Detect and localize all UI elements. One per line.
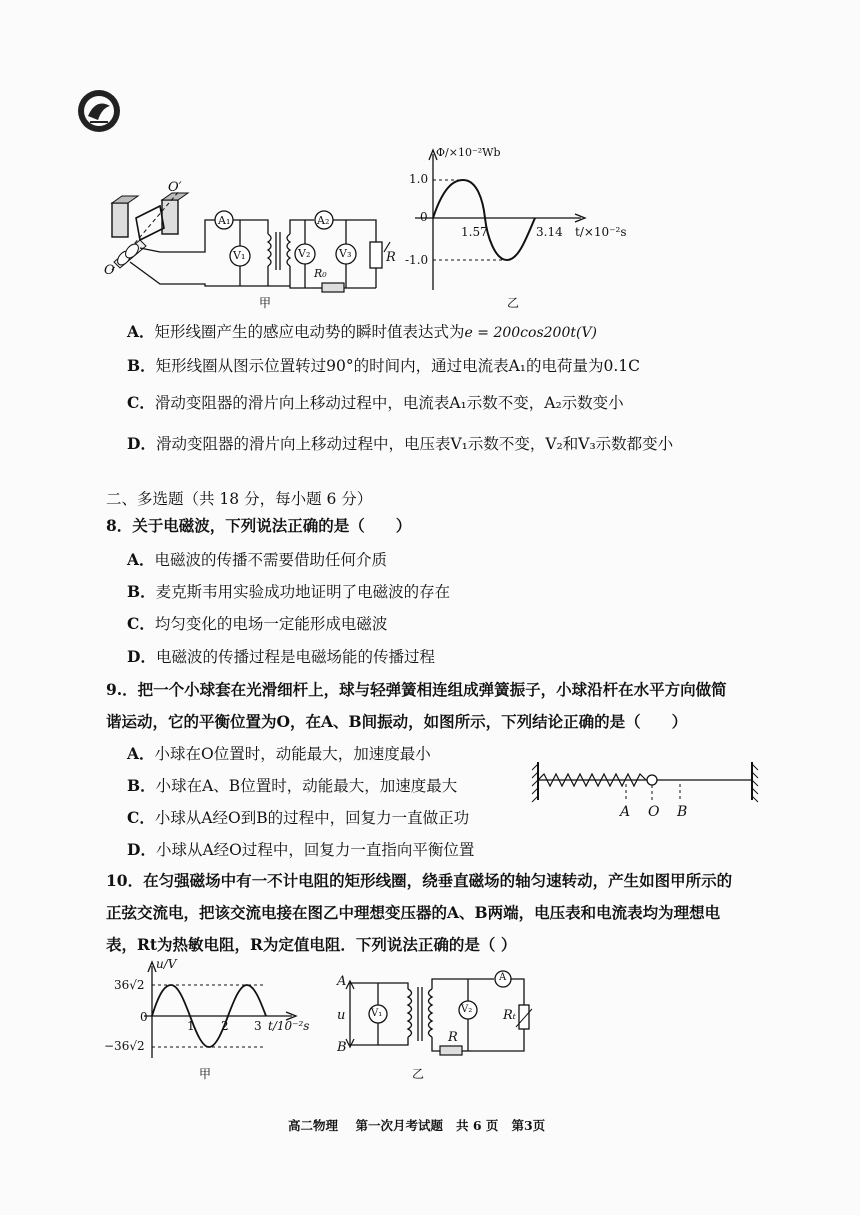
option-math: e = 200cos200t(V) <box>464 325 598 341</box>
voltage-origin: 0 <box>140 1010 148 1024</box>
voltage-ylabel: u/V <box>156 957 177 971</box>
option-letter: A． <box>127 550 155 569</box>
flux-ylabel: Φ/×10⁻²Wb <box>436 146 501 159</box>
caption-jia-top: 甲 <box>259 296 272 310</box>
label-r0: R₀ <box>314 267 327 280</box>
footer-subject: 高二物理 <box>288 1118 339 1133</box>
page-footer <box>288 1116 545 1134</box>
q7-option-a <box>127 320 597 342</box>
voltage-x3: 3 <box>254 1019 262 1033</box>
footer-total: 共 6 页 <box>456 1118 499 1133</box>
q8-option-c <box>127 612 387 634</box>
option-letter: D． <box>127 647 156 666</box>
flux-origin: 0 <box>420 210 428 224</box>
option-text: 均匀变化的电场一定能形成电磁波 <box>154 615 388 633</box>
q10-stem-line1: 10．在匀强磁场中有一不计电阻的矩形线圈，绕垂直磁场的轴匀速转动，产生如图甲所示的 <box>106 871 733 890</box>
label-v2: V₂ <box>298 247 311 260</box>
label-a1: A₁ <box>218 214 231 227</box>
label-v3: V₃ <box>339 247 352 260</box>
caption-jia-bottom: 甲 <box>199 1067 212 1081</box>
label-v1: V₁ <box>233 249 246 262</box>
q9-option-a <box>127 742 431 764</box>
circuit-r: R <box>448 1030 458 1045</box>
option-text: 小球在O位置时，动能最大，加速度最小 <box>154 745 431 763</box>
q8-stem: 8．关于电磁波，下列说法正确的是（ ） <box>106 516 412 535</box>
generator-circuit-figure <box>100 178 400 318</box>
option-text: 矩形线圈产生的感应电动势的瞬时值表达式为 <box>154 323 465 341</box>
circuit-a: A <box>337 974 347 989</box>
q8-option-b <box>127 580 450 602</box>
option-text: 矩形线圈从图示位置转过90°的时间内，通过电流表A₁的电荷量为0.1C <box>155 357 641 375</box>
flux-yneg: -1.0 <box>405 253 429 267</box>
q8-option-d <box>127 645 435 667</box>
option-letter: A． <box>127 322 155 341</box>
q7-option-b <box>127 354 640 376</box>
label-a2: A₂ <box>317 214 330 227</box>
option-letter: B． <box>127 356 156 375</box>
voltage-x2: 2 <box>221 1019 229 1033</box>
caption-yi-bottom: 乙 <box>412 1067 425 1081</box>
flux-ypos: 1.0 <box>409 172 429 186</box>
circuit-v2: V₂ <box>461 1004 473 1015</box>
q9-stem-line1: 9.．把一个小球套在光滑细杆上，球与轻弹簧相连组成弹簧振子，小球沿杆在水平方向做简 <box>106 680 727 699</box>
voltage-x1: 1 <box>187 1019 195 1033</box>
footer-exam: 第一次月考试题 <box>355 1118 443 1133</box>
circuit-rt: Rₜ <box>503 1008 516 1023</box>
option-letter: C． <box>127 808 155 827</box>
option-letter: B． <box>127 776 156 795</box>
option-letter: D． <box>127 840 156 859</box>
voltage-yneg: −36√2 <box>104 1039 145 1053</box>
caption-yi-top: 乙 <box>507 296 520 310</box>
school-seal-logo <box>76 88 122 134</box>
option-text: 电磁波的传播不需要借助任何介质 <box>154 551 388 569</box>
label-o: O <box>104 263 115 278</box>
option-letter: A． <box>127 744 155 763</box>
option-letter: C． <box>127 614 155 633</box>
label-r: R <box>386 250 396 265</box>
option-text: 小球从A经O过程中，回复力一直指向平衡位置 <box>155 841 475 859</box>
q7-option-d <box>127 432 673 454</box>
circuit-u: u <box>337 1008 346 1023</box>
flux-x2: 3.14 <box>536 225 563 239</box>
q9-option-b <box>127 774 457 796</box>
option-text: 小球在A、B位置时，动能最大，加速度最大 <box>155 777 458 795</box>
q10-stem-line3: 表，Rt为热敏电阻，R为定值电阻．下列说法正确的是（ ） <box>106 935 517 954</box>
option-text: 电磁波的传播过程是电磁场能的传播过程 <box>155 648 435 666</box>
q10-stem-line2: 正弦交流电，把该交流电接在图乙中理想变压器的A、B两端，电压表和电流表均为理想电 <box>106 903 721 922</box>
q9-option-c <box>127 806 469 828</box>
option-letter: B． <box>127 582 156 601</box>
option-text: 麦克斯韦用实验成功地证明了电磁波的存在 <box>155 583 451 601</box>
voltage-xlabel: t/10⁻²s <box>268 1019 310 1033</box>
voltage-ypos: 36√2 <box>114 978 145 992</box>
circuit-v1: V₁ <box>371 1008 383 1019</box>
option-text: 滑动变阻器的滑片向上移动过程中，电流表A₁示数不变，A₂示数变小 <box>154 394 624 412</box>
spring-label-a: A <box>620 804 631 820</box>
q9-stem-line2: 谐运动，它的平衡位置为O，在A、B间振动，如图所示，下列结论正确的是（ ） <box>106 712 688 731</box>
option-text: 滑动变阻器的滑片向上移动过程中，电压表V₁示数不变，V₂和V₃示数都变小 <box>155 435 674 453</box>
circuit-b: B <box>337 1040 347 1055</box>
voltage-graph <box>140 960 320 1060</box>
circuit-ammeter: A <box>499 972 507 983</box>
flux-xlabel: t/×10⁻²s <box>575 225 627 239</box>
section-heading: 二、多选题（共 18 分，每小题 6 分） <box>106 490 373 508</box>
option-letter: C． <box>127 393 155 412</box>
option-letter: D． <box>127 434 156 453</box>
spring-label-b: B <box>677 804 688 820</box>
flux-graph <box>395 140 635 300</box>
option-text: 小球从A经O到B的过程中，回复力一直做正功 <box>154 809 470 827</box>
label-o-prime: O′ <box>168 180 182 195</box>
flux-x1: 1.57 <box>461 225 488 239</box>
q8-option-a <box>127 548 387 570</box>
spring-oscillator-figure <box>530 758 768 808</box>
spring-label-o: O <box>648 804 660 820</box>
q9-option-d <box>127 838 474 860</box>
q7-option-c <box>127 391 624 413</box>
footer-page: 第3页 <box>511 1118 546 1133</box>
